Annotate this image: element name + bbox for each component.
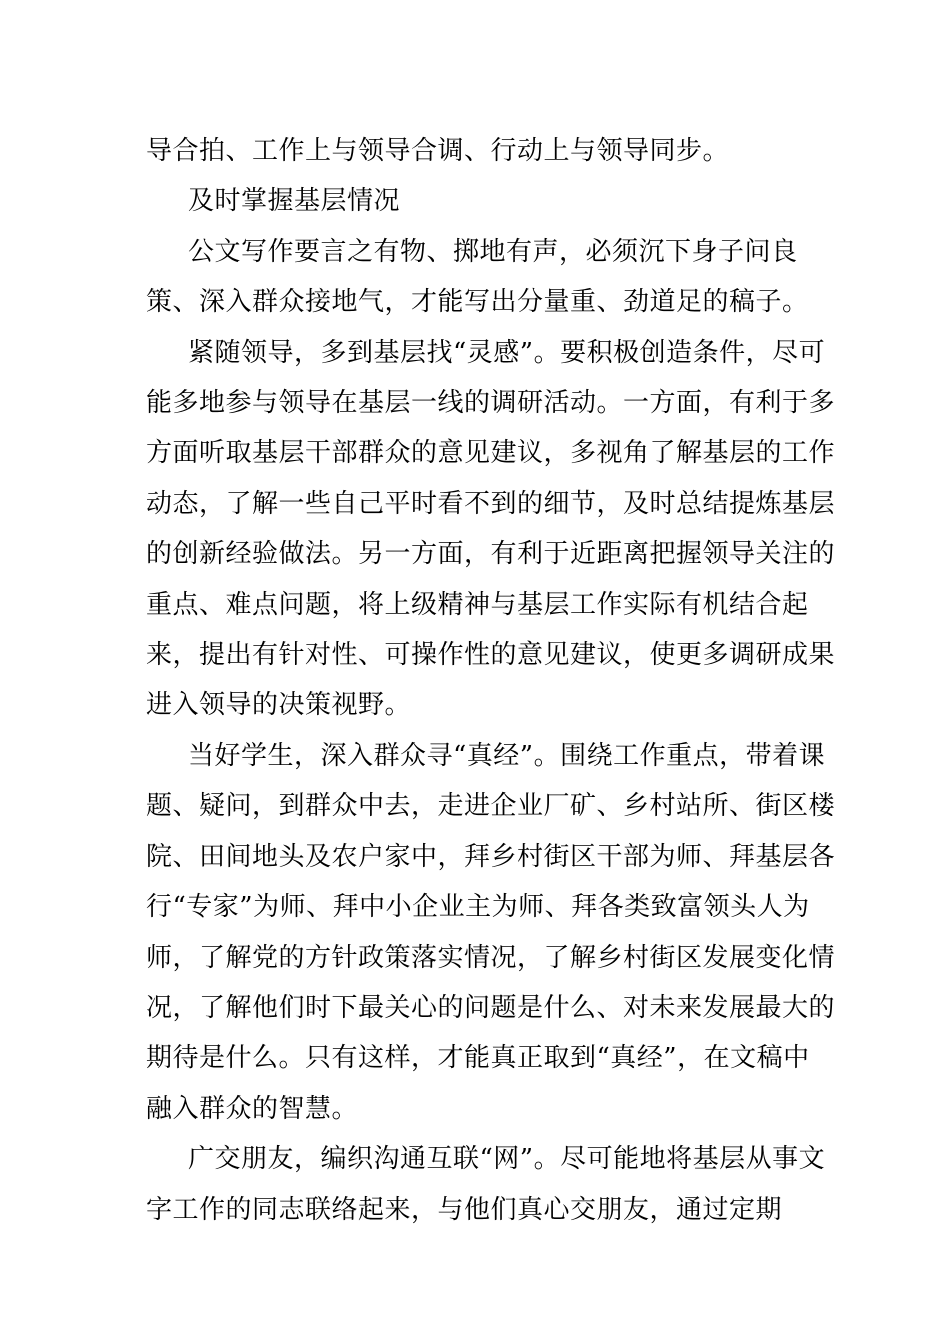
paragraph-follow-leader: 紧随领导，多到基层找“灵感”。要积极创造条件，尽可能多地参与领导在基层一线的调研活动。一方面，有利于多方面听取基层干部群众的意见建议，多视角了解基层的工作动态，了解一些自己平时看不到的细节，及时总结提炼基层的创新经验做法。另一方面，有利于近距离把握领导关注的重点、难点问题，将上级精神与基层工作实际有机结合起来，提出有针对性、可操作性的意见建议，使更多调研成果进入领导的决策视野。 [146,337,836,721]
paragraph-continuation: 导合拍、工作上与领导合调、行动上与领导同步。 [146,136,730,166]
paragraph-be-student: 当好学生，深入群众寻“真经”。围绕工作重点，带着课题、疑问，到群众中去，走进企业厂矿、乡村站所、街区楼院、田间地头及农户家中，拜乡村街区干部为师、拜基层各行“专家”为师、拜中小企业主为师、拜各类致富领头人为师，了解党的方针政策落实情况，了解乡村街区发展变化情况，了解他们时下最关心的问题是什么、对未来发展最大的期待是什么。只有这样，才能真正取到“真经”，在文稿中融入群众的智慧。 [146,740,836,1124]
section-heading: 及时掌握基层情况 [188,186,401,217]
paragraph-make-friends: 广交朋友，编织沟通互联“网”。尽可能地将基层从事文字工作的同志联络起来，与他们真心交朋友，通过定期 [146,1144,826,1225]
paragraph-intro: 公文写作要言之有物、掷地有声，必须沉下身子问良策、深入群众接地气，才能写出分量重、劲道足的稿子。 [146,236,809,318]
document-body [146,126,836,1235]
